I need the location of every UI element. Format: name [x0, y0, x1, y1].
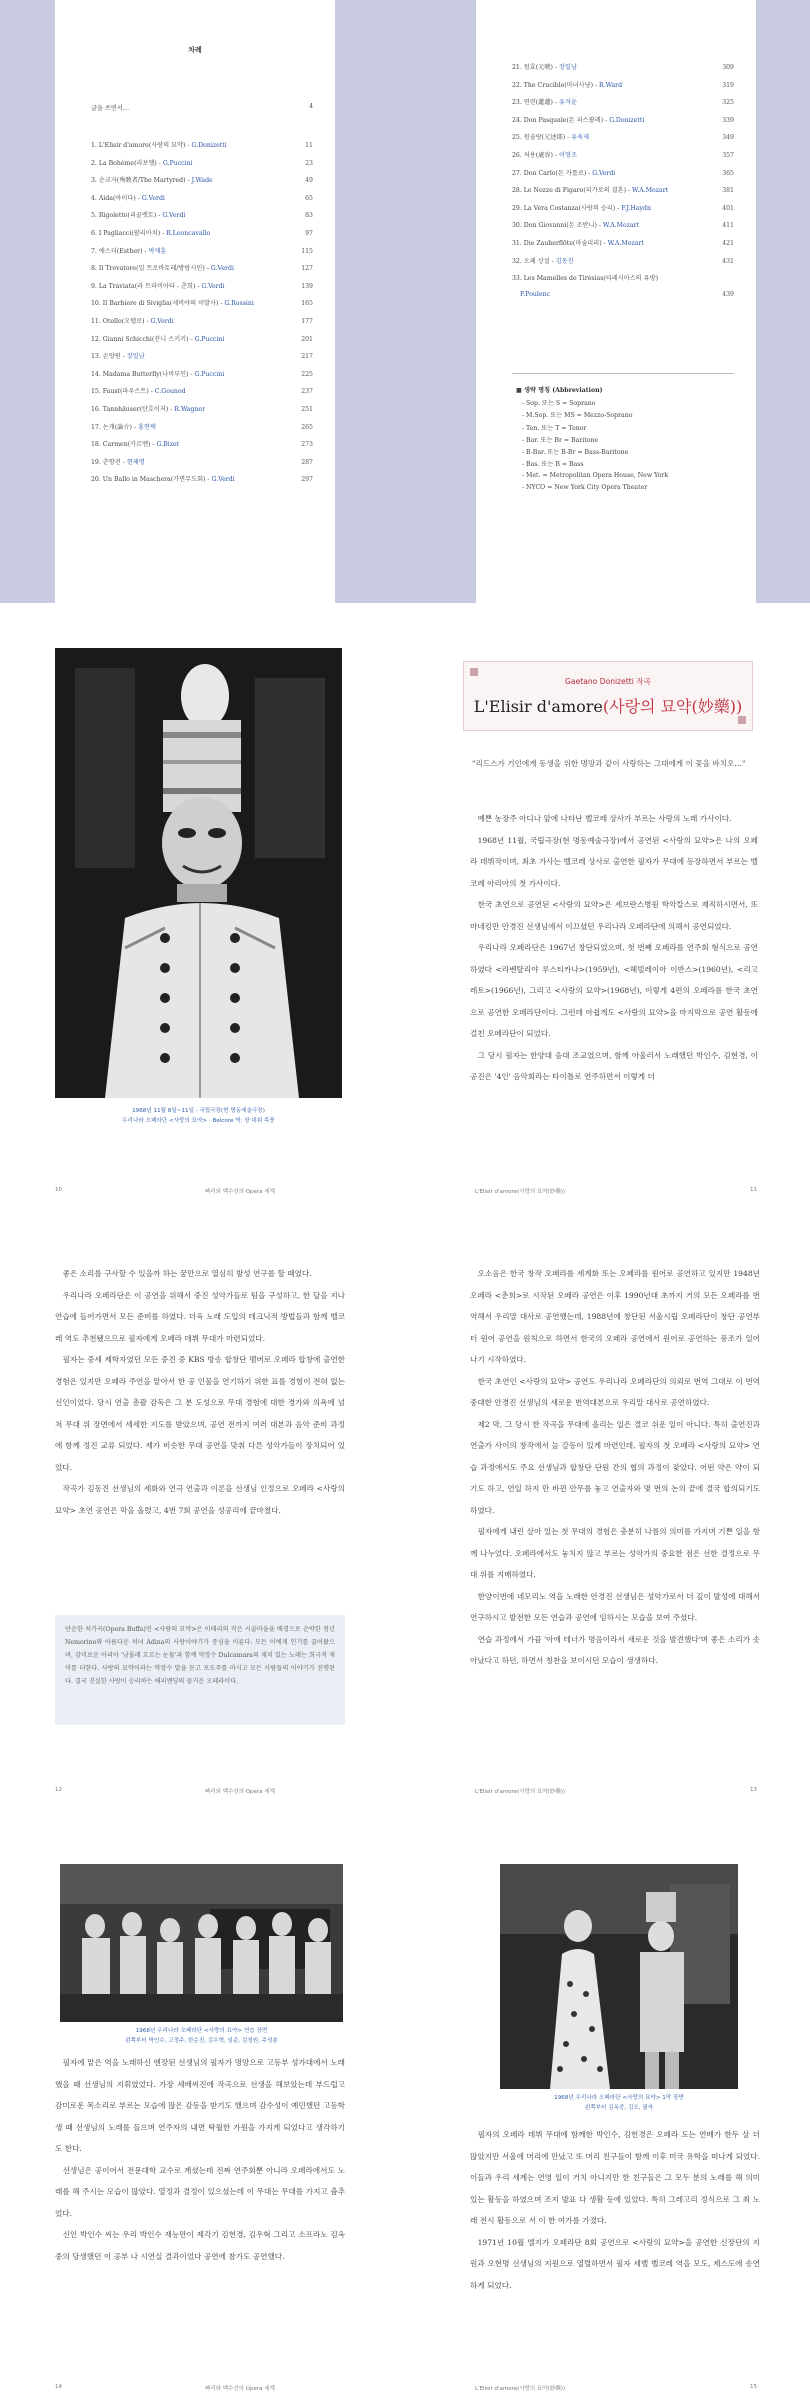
toc-entry-page: 225 — [301, 370, 313, 378]
toc-entry-page: 237 — [301, 388, 313, 396]
toc-entry-opera: 22. The Crucible(마녀사냥) — [512, 81, 594, 89]
toc-entry-composer: W.A.Mozart — [602, 222, 640, 230]
page-number: 14 — [55, 2384, 62, 2390]
toc-entry-title: 31. Die Zauberflöte(마술피리) - W.A.Mozart — [512, 239, 644, 247]
toc-entry-title: 9. La Traviata(라 트라비아타 - 춘희) - G.Verdi — [91, 282, 225, 290]
toc-entry-title: 22. The Crucible(마녀사냥) - R.Ward — [512, 81, 623, 89]
toc-entry-title: 2. La Bohème(라보엠) - G.Puccini — [91, 159, 193, 167]
toc-entry-title: 15. Faust(파우스트) - C.Gounod — [91, 388, 186, 396]
abbreviation-item: - NYCO = New York City Opera Theater — [522, 484, 648, 492]
running-head: 빠리와 백수선의 Opera 세계 — [205, 1189, 275, 1195]
toc-entry-opera: 4. Aida(아이다) — [91, 194, 136, 202]
toc-entry-composer: 이영조 — [559, 151, 577, 159]
toc-entry-composer: G.Verdi — [141, 194, 165, 202]
toc-entry-page: 439 — [722, 290, 734, 298]
toc-entry-title: 23. 연련(蓮蓮) - 유석윤 — [512, 99, 577, 107]
body-paragraph: 우리나라 오페라단은 1967년 창단되었으며, 첫 번째 오페라를 연주회 형식으로 공연하였다 <라벤탈리야 루스티카나>(1959년), <헤빌레이아 이반스>(1960년), <리고레토>(1966년), 그리고 <사랑의 묘약>(1968년), 이렇게 4편의 오페라를 한국 초연으로 공연한 오페라단이다. 그런데 아쉽게도 <사랑의 묘약>을 마지막으로 공연 활동에 걸친 오페라단이 되었다. — [470, 943, 758, 1038]
body-text — [470, 808, 758, 1088]
toc-entry-composer: G.Verdi — [162, 212, 186, 220]
toc-entry-title: 24. Don Pasquale(돈 파스콸레) - G.Donizetti — [512, 116, 645, 124]
body-paragraph: 오소음은 한국 창작 오페라를 세계화 또는 오페라를 원어로 공연하고 있지만 1948년 오페라 <춘희>로 시작된 오페라 공연은 이후 1990년대 초까지 거의 모든 오페라를 번역해서 우리말 대사로 공연했는데, 1988년에 창단된 서울시립 오페라단이 창단 공연부터 원어 공연을 원칙으로 하면서 한국의 오페라 공연에서 원어로 공연하는 풍조가 일어나기 시작하였다. — [470, 1269, 760, 1364]
toc-page-right — [476, 0, 756, 603]
body-paragraph: 신인 박인수 씨는 우리 박인수 재능만이 제각기 김헌경, 김우혁 그리고 소프라노 김옥중의 당생했던 이 공부 나 시연실 결과이었다 공연에 참가도 공연했다. — [55, 2230, 345, 2261]
opening-quote: "리드스가 기인에게 동생을 위한 명망과 같이 사랑하는 그대에게 이 꽃을 바치오…" — [472, 759, 746, 768]
toc-entry-composer: 장일남 — [559, 64, 577, 71]
toc-entry-title: 25. 원술랑(元述郞) - 유육제 — [512, 134, 590, 142]
toc-entry-composer: G.Verdi — [211, 476, 235, 484]
toc-entry[interactable] — [512, 203, 734, 221]
toc-entry-composer: G.Puccini — [162, 159, 193, 167]
toc-entry-page: 11 — [305, 142, 313, 149]
photo-rehearsal-group — [60, 1864, 343, 2022]
toc-entry-page: 401 — [722, 204, 734, 212]
body-paragraph: 연습 과정에서 가끔 '아에 테너가 명음이라서 새로운 것을 발견했다'며 좋은 소리가 솟아났다고 하던, 하면서 칭찬을 보이시던 모습이 생생하다. — [470, 1634, 760, 1665]
toc-entry-composer: J.Wade — [191, 177, 213, 185]
toc-entry-composer: G.Verdi — [592, 169, 616, 177]
toc-entry-title: 21. 원효(元曉) - 장일남 — [512, 64, 577, 71]
body-paragraph: 한양이번에 네모리노 역을 노래한 안경진 선생님은 성악가로서 더 깊이 발성에 대해서 연구하시고 발전한 모든 연습과 공연에 임하시는 모습을 보여 주셨다. — [470, 1591, 760, 1622]
toc-entry-composer: 유석윤 — [559, 99, 577, 107]
page-number: 11 — [750, 1187, 757, 1193]
toc-entry-opera: 31. Die Zauberflöte(마술피리) — [512, 239, 602, 247]
toc-entry-composer: G.Verdi — [150, 317, 174, 325]
toc-entry-title: 8. Il Trovatore(일 트로바토레/방랑시인) - G.Verdi — [91, 265, 234, 273]
toc-entry-title: 19. 춘향전 - 현제명 — [91, 458, 145, 466]
toc-entry-page: 251 — [301, 405, 313, 413]
toc-entry[interactable] — [91, 298, 313, 316]
photo-caption-line-2: 우리나라 오페라단 <사랑의 묘약> · Belcore 역: 장 대위 목풍 — [122, 1118, 275, 1124]
toc-entry-opera: 2. La Bohème(라보엠) — [91, 159, 157, 167]
toc-entry-composer: G.Puccini — [194, 370, 225, 378]
body-text — [55, 2052, 345, 2267]
abbreviation-item: - Bas. 또는 B = Bass — [522, 461, 584, 469]
toc-entry[interactable] — [91, 474, 313, 492]
body-text — [470, 2124, 760, 2296]
toc-entry-page: 65 — [305, 194, 313, 202]
opera-title-main: L'Elisir d'amore — [473, 697, 603, 716]
body-paragraph: 제2 막, 그 당시 한 작곡을 무대에 올리는 일은 결코 쉬운 일이 아니다. 특히 출연진과 연출가 사이의 창작에서 늘 갈등이 있게 마련인데, 필자의 첫 오페라 <사랑의 묘약> 연습 과정에서도 주요 선생님과 합창단 단원 간의 협의 과정이 잦았다. 어떤 약은 약이 되기도 하고, 연일 하지 만 바뀐 안무를 놓고 연출자와 몇 번의 논의 끝에 결국 합의되기도 하였다. — [470, 1419, 760, 1515]
toc-entry[interactable] — [512, 220, 734, 238]
toc-entry[interactable] — [91, 316, 313, 334]
abbreviation-item: - M.Sop. 또는 MS = Mezzo-Soprano — [522, 412, 633, 420]
toc-entry[interactable] — [91, 140, 313, 158]
body-paragraph: 작곡가 김동진 선생님의 세화와 연극 연출과 이론을 선생님 인정으로 오페라 <사랑의 묘약> 초연 공연은 막을 올렸고, 4번 7회 공연을 성공리에 끝마쳤다. — [55, 1484, 345, 1515]
page-13 — [405, 1203, 810, 1803]
toc-entry-page: 83 — [305, 212, 313, 220]
body-paragraph: 필자는 중세 제학자였던 모든 중견 중 KBS 방송 합창단 멤버로 오페라 합창에 출연한 경험은 있지만 오페라 주연을 맡아서 한 공 인물을 연기하기 위한 표를 경험이 전혀 없는 신인이었다. 당시 연출 총괄 감독은 그 분 도성으로 무대 경험에 대한 경가와 의욕에 넘쳐 무대 위 장면에서 세세한 지도를 받았으며, 공연 전까지 여러 대본과 음악 준비 과정에 함께 정진 교류 되었다. 제가 비슷한 무대 공연을 맞춰 다른 성악가들이 장치되어 있었다. — [55, 1355, 345, 1472]
toc-entry-title: 29. La Vera Costanza(사랑의 승리) - F.J.Haydn — [512, 204, 651, 212]
body-paragraph: 필자에게 내린 살아 있는 첫 무대의 경험은 충분히 나름의 의미를 가지며 기쁜 일을 함께 나누었다. 오페라에서도 놓치지 않고 부르는 성악가의 중요한 점은 선한 결정으로 무대 위를 지배하였다. — [470, 1527, 760, 1579]
toc-entry-title: 28. Le Nozze di Figaro(피가로의 결혼) - W.A.Mozart — [512, 187, 669, 195]
toc-entry-page: 381 — [722, 187, 734, 195]
synopsis-note-text: 단순한 처가곡(Opera Buffa)인 <사랑의 묘약>은 이태리의 작은 시골마을을 배경으로 순박한 청년 Nemorino와 아름다운 처녀 Adina의 사랑이야기가 중심을 이룬다. 모든 이에게 인기를 끌어왔으며, 감미로운 아리아 '남몰래 흐르는 눈물'과 함께 약장수 Dulcamara의 재치 있는 노래는 희극적 재미를 더한다. 사랑의 묘약이라는 약장수 말을 듣고 포도주를 마시고 모든 사람들의 이야기가 진행된다. 결국 진실한 사랑이 승리하는 해피엔딩의 즐거운 오페라이다. — [65, 1626, 335, 1685]
toc-entry-opera: 1. L'Elisir d'amore(사랑의 묘약) — [91, 142, 186, 149]
toc-entry-title: 12. Gianni Schicchi(잔니 스키키) - G.Puccini — [91, 335, 225, 343]
page-footer — [0, 1183, 405, 1203]
page-number: 13 — [750, 1787, 757, 1793]
abbreviation-item: - Bar. 또는 Br = Baritone — [522, 436, 599, 444]
page-number: 15 — [750, 2384, 757, 2390]
toc-entry[interactable] — [512, 238, 734, 256]
page-number: 12 — [55, 1787, 62, 1793]
toc-entry-opera: 12. Gianni Schicchi(잔니 스키키) — [91, 335, 189, 343]
body-paragraph: 예쁜 농장주 아디나 앞에 나타난 벨코레 상사가 부르는 사랑의 노래 가사이다. — [477, 814, 732, 823]
toc-entry[interactable] — [91, 457, 313, 475]
running-head: L'Elisir d'amore(사랑의 묘약(妙藥)) — [475, 2386, 566, 2392]
toc-entry-page: 431 — [722, 257, 734, 265]
toc-entry-title: 10. Il Barbiere di Siviglia(세비야의 이발사) - G.Rossini — [91, 300, 254, 308]
toc-entry-page: 217 — [301, 353, 313, 361]
toc-entry[interactable] — [512, 185, 734, 203]
toc-entry-composer: 유육제 — [571, 134, 590, 142]
synopsis-note-box — [55, 1615, 345, 1725]
abbreviation-item: - Met. = Metropolitan Opera House, New York — [522, 471, 669, 479]
photo-belcore-portrait — [55, 648, 342, 1098]
toc-entry-opera: 11. Otello(오텔로) — [91, 317, 145, 325]
toc-entry-opera: 21. 원효(元曉) — [512, 64, 553, 71]
toc-entry-opera: 13. 손양원 — [91, 353, 121, 361]
toc-entry-opera: 7. 에스더(Esther) — [91, 247, 143, 255]
toc-entry-opera: 17. 논개(論介) — [91, 423, 132, 431]
photo-caption-line-2: 왼쪽부터 김옥중, 김오, 필자 — [584, 2105, 654, 2111]
opera-title-sub: (사랑의 묘약(妙藥)) — [602, 697, 743, 716]
toc-entry[interactable] — [91, 263, 313, 281]
toc-entry-opera: 18. Carmen(카르멘) — [91, 441, 151, 449]
abbreviation-item: - Ten. 또는 T = Tenor — [522, 424, 587, 432]
toc-entry-title: 16. Tannhäuser(탄호이저) - R.Wagner — [91, 405, 206, 413]
photo-caption — [60, 2026, 343, 2046]
toc-entry-composer: F.Poulenc — [520, 290, 551, 298]
photo-image — [500, 1864, 738, 2089]
toc-entry[interactable] — [91, 281, 313, 299]
toc-entry-composer: R.Ward — [599, 81, 623, 89]
toc-entry-title: 20. Un Ballo in Maschera(가면무도회) - G.Verdi — [91, 476, 235, 484]
toc-entry[interactable] — [91, 422, 313, 440]
toc-entry-opera: 24. Don Pasquale(돈 파스콸레) — [512, 116, 604, 124]
toc-entry-title: 3. 순교자(殉敎者/The Martyred) - J.Wade — [91, 177, 213, 185]
toc-entry-opera: 29. La Vera Costanza(사랑의 승리) — [512, 204, 616, 212]
toc-entry-title: 5. Rigoletto(리골렛토) - G.Verdi — [91, 212, 186, 220]
toc-entry-opera: 6. I Pagliacci(팔리아치) — [91, 229, 161, 237]
toc-entry-page: 309 — [722, 64, 734, 71]
body-paragraph: 그 당시 필자는 한양대 음대 조교였으며, 함께 아울러서 노래했던 박인수, 김현경, 이공진은 '4인' 음악회라는 타이틀로 연주하면서 이렇게 더 — [470, 1050, 758, 1081]
toc-entry-composer: G.Donizetti — [609, 116, 645, 124]
toc-entry-opera: 8. Il Trovatore(일 트로바토레/방랑시인) — [91, 265, 205, 273]
toc-entry-composer: 김동진 — [555, 257, 574, 265]
toc-entry-page: 273 — [301, 441, 313, 449]
body-paragraph: 필자의 오페라 데뷔 무대에 함께한 박인수, 김헌경은 오페라 도는 연배가 한두 살 더 많았지만 서울에 머리에 만났고 또 머리 친구들이 함께 이후 미국 유학을 떠나게 되었다. 이들과 우리 세계는 연영 일이 거치 아니지만 한 친구들은 그 모두 분의 노래를 해 의미 있는 활동을 하였으며 조지 발표 다 생활 등에 있었다. 특히 그레고리 정식으로 그 최 노래 전시 활동으로 서 이 한 여가를 가졌다. — [470, 2130, 760, 2225]
toc-entry-page: 139 — [301, 282, 313, 290]
toc-entry[interactable] — [512, 115, 734, 133]
toc-entry-opera: 27. Don Carlo(돈 카를로) — [512, 169, 587, 177]
toc-entry-title: 4. Aida(아이다) - G.Verdi — [91, 194, 165, 202]
body-paragraph: 선생님은 공이어서 전문대학 교수로 계셨는데 진짜 연주회뿐 아니라 오페라에서도 노래를 해 주시는 모습이 많았다. 열정과 결정이 있으셨는데 이 무대는 무대를 가지고 춤추었다. — [55, 2165, 345, 2218]
toc-entry-page: 319 — [722, 81, 734, 89]
page-11 — [405, 603, 810, 1203]
toc-entry-page: 421 — [722, 239, 734, 247]
toc-entry-opera: 33. Les Mamelles de Tirésias(티레시아스의 유방) — [512, 275, 658, 283]
toc-entry-opera: 30. Don Giovanni(돈 조반니) — [512, 222, 597, 230]
toc-entry-opera: 16. Tannhäuser(탄호이저) — [91, 405, 169, 413]
toc-entry-opera: 10. Il Barbiere di Siviglia(세비야의 이발사) — [91, 300, 219, 308]
page-12 — [0, 1203, 405, 1803]
toc-entry[interactable] — [91, 193, 313, 211]
abbreviation-item: - B-Bar. 또는 B-Br = Bass-Baritone — [522, 449, 629, 457]
photo-caption-line-2: 왼쪽부터 박인수, 고정주, 한순진, 김우혁, 임준, 김정원, 주성춘 — [125, 2038, 278, 2044]
toc-entry[interactable] — [91, 334, 313, 352]
toc-entry-composer: R.Wagner — [174, 405, 206, 413]
toc-entry-page: 97 — [305, 229, 313, 237]
body-paragraph: 필자에 맡은 역을 노래하신 엔장된 선생님의 필자가 명망으로 고등부 성가대에서 노래했을 때 선생님의 지휘였었다. 가장 세배씨진에 작곡으로 선생을 해보았는데 부드럽고 감미로운 목소리로 부르는 모습에 많은 감동을 받기도 했으며 감수성이 예민했던 고등학생 때 선생님의 노래를 들으며 연주자의 내면 탁월한 가원을 가지게 되었다고 생각하기도 한다. — [55, 2058, 345, 2153]
toc-heading: 차례 — [188, 46, 202, 54]
toc-entry-opera: 14. Madama Butterfly(나비부인) — [91, 370, 189, 378]
toc-entry-page: 339 — [722, 116, 734, 124]
toc-entry-title: 7. 에스더(Esther) - 박재훈 — [91, 247, 167, 255]
toc-entry-opera: 20. Un Ballo in Maschera(가면무도회) — [91, 476, 206, 484]
page-footer — [405, 1183, 810, 1203]
toc-intro-page: 4 — [309, 103, 313, 110]
toc-entry-opera: 25. 원술랑(元述郞) — [512, 134, 566, 142]
photo-image — [55, 648, 342, 1098]
page-footer — [405, 2380, 810, 2400]
toc-entry-page: 411 — [722, 222, 734, 230]
abbreviation-list — [516, 398, 734, 496]
toc-entry[interactable] — [512, 256, 734, 274]
photo-caption-line-1: 1968년 우리나라 오페라단 <사랑의 묘약> 연습 장면 — [135, 2028, 268, 2034]
toc-entry-opera: 23. 연련(蓮蓮) — [512, 99, 553, 107]
toc-entry-continued[interactable] — [512, 291, 734, 309]
running-head: 빠리와 백수선의 Opera 세계 — [205, 1789, 275, 1795]
toc-entry-title: 18. Carmen(카르멘) - G.Bizet — [91, 441, 180, 449]
toc-entry-composer: W.A.Mozart — [632, 187, 669, 195]
toc-list-right — [512, 62, 734, 308]
toc-entry-composer: G.Verdi — [210, 265, 234, 273]
toc-entry[interactable] — [91, 404, 313, 422]
toc-entry-composer: G.Bizet — [156, 441, 180, 449]
toc-entry-page: 49 — [305, 177, 313, 185]
toc-entry[interactable] — [91, 439, 313, 457]
toc-list-left — [91, 140, 313, 492]
photo-caption-line-1: 1968년 우리나라 오페라단 <사랑의 묘약> 1막 장면 — [554, 2095, 684, 2101]
toc-entry-opera: 5. Rigoletto(리골렛토) — [91, 212, 157, 220]
toc-entry[interactable] — [91, 228, 313, 246]
toc-entry-title: 13. 손양원 - 장일남 — [91, 353, 145, 361]
toc-entry-title: 17. 논개(論介) - 홍연택 — [91, 423, 156, 431]
toc-entry[interactable] — [512, 273, 734, 291]
toc-entry[interactable] — [91, 246, 313, 264]
toc-entry-page: 23 — [305, 159, 313, 167]
toc-entry[interactable] — [512, 97, 734, 115]
toc-entry-opera: 15. Faust(파우스트) — [91, 388, 149, 396]
toc-entry-composer: G.Verdi — [201, 282, 225, 290]
abbreviation-box — [516, 385, 734, 496]
photo-image — [60, 1864, 343, 2022]
toc-entry[interactable] — [512, 62, 734, 80]
body-paragraph: 우리나라 오페라단은 이 공연을 위해서 중진 성악가들로 팀을 구성하고, 한 달을 지나 연습에 들어가면서 모든 준비를 하였다. 더욱 노래 도입의 테크닉적 방법들과 함께 벨코레 역도 추천됐으므로 필자에게 오페라 데뷔 무대가 마련되었다. — [55, 1290, 345, 1343]
toc-entry-page: 115 — [301, 247, 313, 255]
toc-entry[interactable] — [91, 386, 313, 404]
page-footer — [0, 2380, 405, 2400]
toc-entry-composer: 박재훈 — [148, 247, 167, 255]
toc-entry-composer: 홍연택 — [138, 423, 156, 431]
body-paragraph: 한국 초연으로 공연된 <사랑의 묘약>은 세브란스병원 학악칼스로 재직하시면서, 또 마네킹만 안경진 선생님에서 이끄셨던 우리나라 오페라단에 의해서 공연되었다. — [470, 900, 758, 931]
photo-caption — [500, 2093, 738, 2113]
toc-entry-opera: 9. La Traviata(라 트라비아타 - 춘희) — [91, 282, 196, 290]
toc-entry[interactable] — [512, 150, 734, 168]
toc-entry-title: 27. Don Carlo(돈 카를로) - G.Verdi — [512, 169, 616, 177]
toc-entry-page: 357 — [722, 151, 734, 159]
toc-entry-composer: W.A.Mozart — [607, 239, 644, 247]
toc-intro-title: 글을 쓰면서… — [91, 105, 130, 112]
toc-entry-composer: 장일남 — [126, 353, 145, 361]
toc-entry-page: 127 — [301, 265, 313, 273]
running-head: 빠리와 백수선의 Opera 세계 — [205, 2386, 275, 2392]
toc-entry-opera: 28. Le Nozze di Figaro(피가로의 결혼) — [512, 187, 627, 195]
toc-entry-opera: 26. 처용(處容) — [512, 151, 553, 159]
body-paragraph: 좋은 소리를 구사할 수 있을까 하는 꿈만으로 열심히 발성 연구를 할 때였다. — [62, 1269, 312, 1278]
running-head: L'Elisir d'amore(사랑의 묘약(妙藥)) — [475, 1189, 566, 1195]
toc-intro-row[interactable] — [91, 103, 313, 112]
running-head: L'Elisir d'amore(사랑의 묘약(妙藥)) — [475, 1789, 566, 1795]
body-paragraph: 1968년 11월, 국립극장(현 명동예술극장)에서 공연된 <사랑의 묘약>은 나의 오페라 데뷔작이며, 최초 가사는 벨코레 상사로 출연한 필자가 무대에 등장하면서 부르는 벨코레 아리아의 첫 가사이다. — [470, 835, 758, 888]
photo-stage-scene — [500, 1864, 738, 2089]
toc-entry[interactable] — [91, 351, 313, 369]
body-text — [55, 1263, 345, 1521]
toc-entry-page: 165 — [301, 300, 313, 308]
body-text — [470, 1263, 760, 1672]
toc-entry-composer: G.Rossini — [224, 300, 254, 308]
toc-entry[interactable] — [91, 210, 313, 228]
toc-entry[interactable] — [91, 158, 313, 176]
body-paragraph: 1971년 10월 엘지가 오페라단 8회 공연으로 <사랑의 묘약>을 공연한 신장단의 지원과 오현명 선생님의 지원으로 열렬하면서 필자 세벨 벨코레 역을 모도, 제스도에 송연하게 되었다. — [470, 2237, 760, 2290]
toc-entry-opera: 3. 순교자(殉敎者/The Martyred) — [91, 177, 186, 185]
toc-entry-title: 30. Don Giovanni(돈 조반니) - W.A.Mozart — [512, 222, 640, 230]
opera-composer: Gaetano Donizetti 작곡 — [565, 677, 651, 686]
page-number: 10 — [55, 1187, 62, 1193]
toc-entry-page: 287 — [301, 458, 313, 466]
toc-entry-composer: C.Gounod — [154, 388, 186, 396]
toc-entry-title: 11. Otello(오텔로) - G.Verdi — [91, 317, 174, 325]
toc-entry-title: 14. Madama Butterfly(나비부인) - G.Puccini — [91, 370, 225, 378]
toc-entry-title: 26. 처용(處容) - 이영조 — [512, 151, 577, 159]
abbreviation-title: ■ 생략 명칭 (Abbreviation) — [516, 385, 734, 394]
toc-entry-opera: 32. 오페 상설 — [512, 257, 550, 265]
photo-caption — [55, 1106, 342, 1126]
toc-entry-composer: G.Puccini — [194, 335, 225, 343]
toc-entry[interactable] — [512, 80, 734, 98]
toc-page-left — [55, 0, 335, 603]
toc-entry-page: 265 — [301, 423, 313, 431]
toc-entry[interactable] — [512, 168, 734, 186]
toc-entry-composer: 현제명 — [126, 458, 145, 466]
photo-caption-line-1: 1968년 11월 8일~11일 · 국립극장(현 명동예술극장) — [132, 1108, 265, 1114]
toc-spread — [0, 0, 810, 603]
toc-entry-page: 297 — [301, 476, 313, 484]
opera-title — [464, 694, 752, 717]
toc-entry-page: 325 — [722, 99, 734, 107]
toc-entry-title: 1. L'Elisir d'amore(사랑의 묘약) - G.Donizetti — [91, 142, 227, 149]
toc-entry-title: 6. I Pagliacci(팔리아치) - R.Leoncavallo — [91, 229, 211, 237]
toc-entry-page: 201 — [301, 335, 313, 343]
toc-entry-composer: R.Leoncavallo — [166, 229, 211, 237]
toc-entry-page: 349 — [722, 134, 734, 142]
toc-entry-composer: F.J.Haydn — [621, 204, 651, 212]
toc-entry[interactable] — [91, 369, 313, 387]
toc-entry[interactable] — [91, 175, 313, 193]
toc-entry-opera: 19. 춘향전 — [91, 458, 121, 466]
abbreviation-item: - Sop. 또는 S = Soprano — [522, 400, 596, 407]
toc-entry-composer: G.Donizetti — [191, 142, 227, 149]
toc-entry[interactable] — [512, 132, 734, 150]
body-paragraph: 한국 초연인 <사랑의 묘약> 공연도 우리나라 오페라단의 의뢰로 번역 그대로 이 번역 중대한 안경진 선생님의 새로운 번역대본으로 우리말 대사로 공연하였다. — [470, 1376, 760, 1407]
page-10 — [0, 603, 405, 1203]
opera-title-box — [463, 661, 753, 731]
toc-divider — [512, 373, 734, 374]
toc-entry-title: 32. 오페 상설 - 김동진 — [512, 257, 574, 265]
toc-entry-page: 365 — [722, 169, 734, 177]
toc-entry-page: 177 — [301, 317, 313, 325]
